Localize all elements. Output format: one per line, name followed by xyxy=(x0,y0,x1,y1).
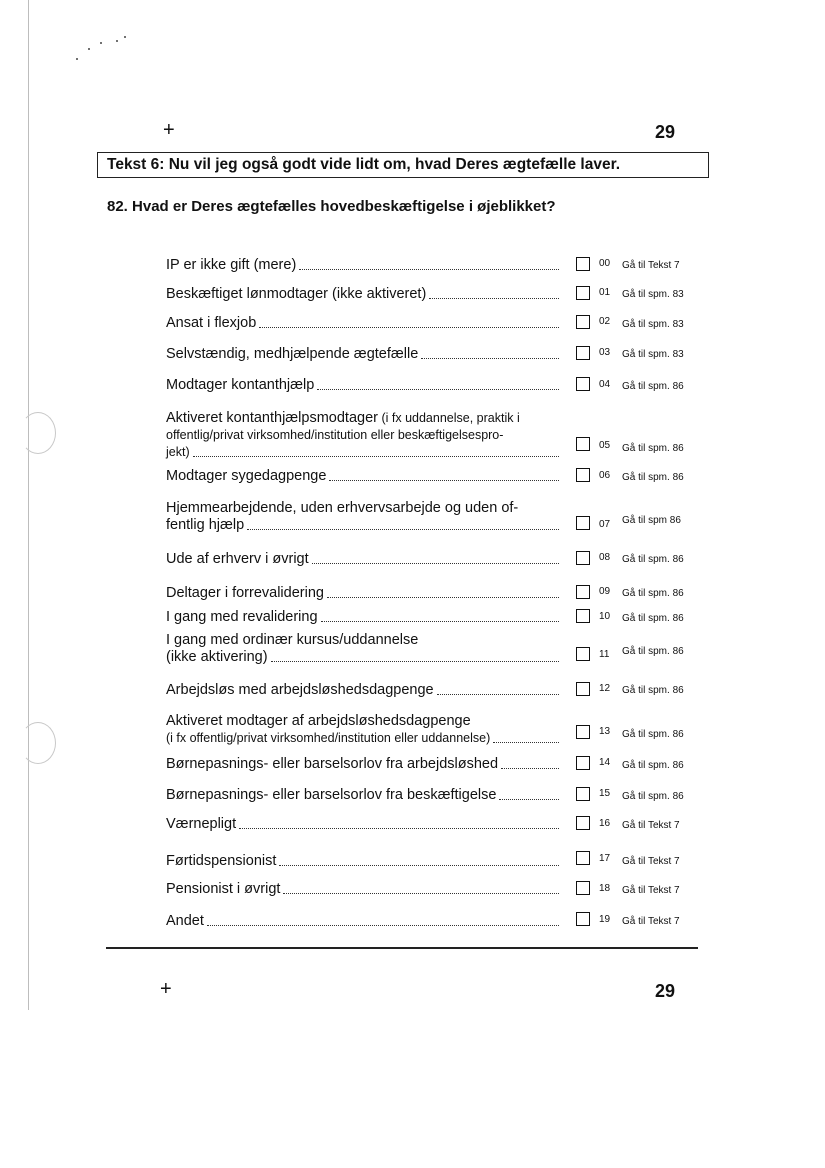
option-label-line: (ikke aktivering) xyxy=(166,649,268,665)
option-label xyxy=(166,880,560,898)
option-checkbox[interactable] xyxy=(576,377,590,391)
punch-hole-top xyxy=(20,412,56,454)
option-code: 02 xyxy=(599,316,611,327)
skip-instruction: Gå til Tekst 7 xyxy=(622,885,680,896)
registration-mark-top: + xyxy=(163,119,175,141)
option-label-multiline xyxy=(166,500,566,534)
option-label-multiline xyxy=(166,713,566,747)
option-checkbox[interactable] xyxy=(576,912,590,926)
leader-dots xyxy=(247,529,559,530)
option-label-multiline xyxy=(166,632,566,666)
skip-instruction: Gå til spm. 86 xyxy=(622,443,684,454)
option-label xyxy=(166,681,560,699)
leader-dots xyxy=(239,828,559,829)
punch-hole-bottom xyxy=(20,722,56,764)
option-label-text: Modtager sygedagpenge xyxy=(166,468,327,484)
skip-instruction: Gå til Tekst 7 xyxy=(622,856,680,867)
skip-instruction: Gå til spm. 86 xyxy=(622,646,684,657)
option-label-text: Pensionist i øvrigt xyxy=(166,881,281,897)
option-label xyxy=(166,608,560,626)
option-checkbox[interactable] xyxy=(576,551,590,565)
option-label-note: (i fx uddannelse, praktik i xyxy=(377,411,520,425)
option-label-text: Værnepligt xyxy=(166,816,237,832)
option-checkbox[interactable] xyxy=(576,516,590,530)
option-checkbox[interactable] xyxy=(576,286,590,300)
skip-instruction: Gå til spm. 83 xyxy=(622,289,684,300)
option-code: 11 xyxy=(599,649,610,660)
option-code: 06 xyxy=(599,470,611,481)
option-checkbox[interactable] xyxy=(576,881,590,895)
option-label-text: Ansat i flexjob xyxy=(166,315,257,331)
option-checkbox[interactable] xyxy=(576,647,590,661)
skip-instruction: Gå til Tekst 7 xyxy=(622,260,680,271)
option-label xyxy=(166,314,560,332)
option-label xyxy=(166,256,560,274)
question-title: 82. Hvad er Deres ægtefælles hovedbeskæftigelse i øjeblikket? xyxy=(107,198,556,215)
option-code: 03 xyxy=(599,347,611,358)
option-label-line: I gang med ordinær kursus/uddannelse xyxy=(166,632,419,648)
leader-dots xyxy=(259,327,559,328)
skip-instruction: Gå til spm. 86 xyxy=(622,760,684,771)
leader-dots xyxy=(493,742,559,743)
skip-instruction: Gå til Tekst 7 xyxy=(622,820,680,831)
option-label xyxy=(166,376,560,394)
option-checkbox[interactable] xyxy=(576,437,590,451)
leader-dots xyxy=(317,389,559,390)
option-code: 19 xyxy=(599,914,611,925)
leader-dots xyxy=(271,661,559,662)
option-code: 07 xyxy=(599,519,611,530)
option-code: 18 xyxy=(599,883,611,894)
option-checkbox[interactable] xyxy=(576,787,590,801)
leader-dots xyxy=(437,694,559,695)
skip-instruction: Gå til spm. 86 xyxy=(622,588,684,599)
scan-speck xyxy=(76,58,78,60)
option-checkbox[interactable] xyxy=(576,816,590,830)
option-label xyxy=(166,345,560,363)
option-label xyxy=(166,285,560,303)
option-code: 05 xyxy=(599,440,611,451)
option-label-text: IP er ikke gift (mere) xyxy=(166,257,297,273)
page-number-bottom: 29 xyxy=(655,981,676,1001)
option-code: 17 xyxy=(599,853,611,864)
option-label xyxy=(166,755,560,773)
leader-dots xyxy=(501,768,559,769)
option-checkbox[interactable] xyxy=(576,756,590,770)
option-checkbox[interactable] xyxy=(576,682,590,696)
option-label-text: Børnepasnings- eller barselsorlov fra arbejdsløshed xyxy=(166,756,499,772)
option-label-text: Andet xyxy=(166,913,204,929)
skip-instruction: Gå til spm 86 xyxy=(622,515,681,526)
leader-dots xyxy=(193,456,559,457)
option-label-line: offentlig/privat virksomhed/institution eller beskæftigelsespro- xyxy=(166,428,504,442)
leader-dots xyxy=(312,563,559,564)
option-checkbox[interactable] xyxy=(576,346,590,360)
skip-instruction: Gå til spm. 86 xyxy=(622,613,684,624)
skip-instruction: Gå til spm. 86 xyxy=(622,381,684,392)
skip-instruction: Gå til spm. 86 xyxy=(622,472,684,483)
option-code: 04 xyxy=(599,379,611,390)
skip-instruction: Gå til spm. 86 xyxy=(622,791,684,802)
skip-instruction: Gå til spm. 86 xyxy=(622,554,684,565)
option-checkbox[interactable] xyxy=(576,315,590,329)
option-checkbox[interactable] xyxy=(576,725,590,739)
option-label-text: Førtidspensionist xyxy=(166,853,277,869)
option-code: 01 xyxy=(599,287,611,298)
skip-instruction: Gå til spm. 86 xyxy=(622,729,684,740)
option-label-text: I gang med revalidering xyxy=(166,609,318,625)
option-label xyxy=(166,467,560,485)
leader-dots xyxy=(279,865,559,866)
option-code: 14 xyxy=(599,757,611,768)
option-label-line: Aktiveret kontanthjælpsmodtager xyxy=(166,410,378,426)
scan-speck xyxy=(100,42,102,44)
option-code: 12 xyxy=(599,683,611,694)
option-checkbox[interactable] xyxy=(576,585,590,599)
option-label xyxy=(166,852,560,870)
option-code: 00 xyxy=(599,258,611,269)
option-label-line: fentlig hjælp xyxy=(166,517,245,533)
option-code: 16 xyxy=(599,818,611,829)
option-code: 10 xyxy=(599,611,611,622)
skip-instruction: Gå til spm. 86 xyxy=(622,685,684,696)
option-label-text: Beskæftiget lønmodtager (ikke aktiveret) xyxy=(166,286,427,302)
option-code: 08 xyxy=(599,552,611,563)
option-checkbox[interactable] xyxy=(576,257,590,271)
option-label-line: Aktiveret modtager af arbejdsløshedsdagpenge xyxy=(166,713,471,729)
option-label-text: Børnepasnings- eller barselsorlov fra beskæftigelse xyxy=(166,787,497,803)
option-label-line: Hjemmearbejdende, uden erhvervsarbejde og uden of- xyxy=(166,500,519,516)
scan-speck xyxy=(116,40,118,42)
option-label-line: jekt) xyxy=(166,445,190,459)
bottom-rule xyxy=(106,947,698,949)
option-label xyxy=(166,912,560,930)
option-label xyxy=(166,550,560,568)
skip-instruction: Gå til spm. 83 xyxy=(622,349,684,360)
skip-instruction: Gå til spm. 83 xyxy=(622,319,684,330)
option-code: 15 xyxy=(599,788,611,799)
option-label-text: Selvstændig, medhjælpende ægtefælle xyxy=(166,346,419,362)
leader-dots xyxy=(321,621,559,622)
leader-dots xyxy=(207,925,559,926)
option-checkbox[interactable] xyxy=(576,851,590,865)
option-label xyxy=(166,815,560,833)
option-label-multiline xyxy=(166,410,566,461)
leader-dots xyxy=(421,358,559,359)
option-checkbox[interactable] xyxy=(576,609,590,623)
option-label-text: Ude af erhverv i øvrigt xyxy=(166,551,309,567)
section-banner: Tekst 6: Nu vil jeg også godt vide lidt om, hvad Deres ægtefælle laver. xyxy=(97,152,709,178)
option-label xyxy=(166,584,560,602)
scan-speck xyxy=(124,36,126,38)
option-label-text: Deltager i forrevalidering xyxy=(166,585,324,601)
leader-dots xyxy=(499,799,559,800)
leader-dots xyxy=(329,480,559,481)
option-label xyxy=(166,786,560,804)
leader-dots xyxy=(429,298,559,299)
leader-dots xyxy=(327,597,559,598)
scan-speck xyxy=(88,48,90,50)
option-label-text: Arbejdsløs med arbejdsløshedsdagpenge xyxy=(166,682,434,698)
option-label-line: (i fx offentlig/privat virksomhed/institution eller uddannelse) xyxy=(166,731,491,745)
skip-instruction: Gå til Tekst 7 xyxy=(622,916,680,927)
leader-dots xyxy=(299,269,559,270)
page-number-top: 29 xyxy=(655,122,676,142)
option-code: 13 xyxy=(599,726,611,737)
option-checkbox[interactable] xyxy=(576,468,590,482)
option-code: 09 xyxy=(599,586,611,597)
registration-mark-bottom: + xyxy=(160,978,172,1000)
option-label-text: Modtager kontanthjælp xyxy=(166,377,315,393)
binder-margin-line xyxy=(28,0,29,1010)
leader-dots xyxy=(283,893,559,894)
